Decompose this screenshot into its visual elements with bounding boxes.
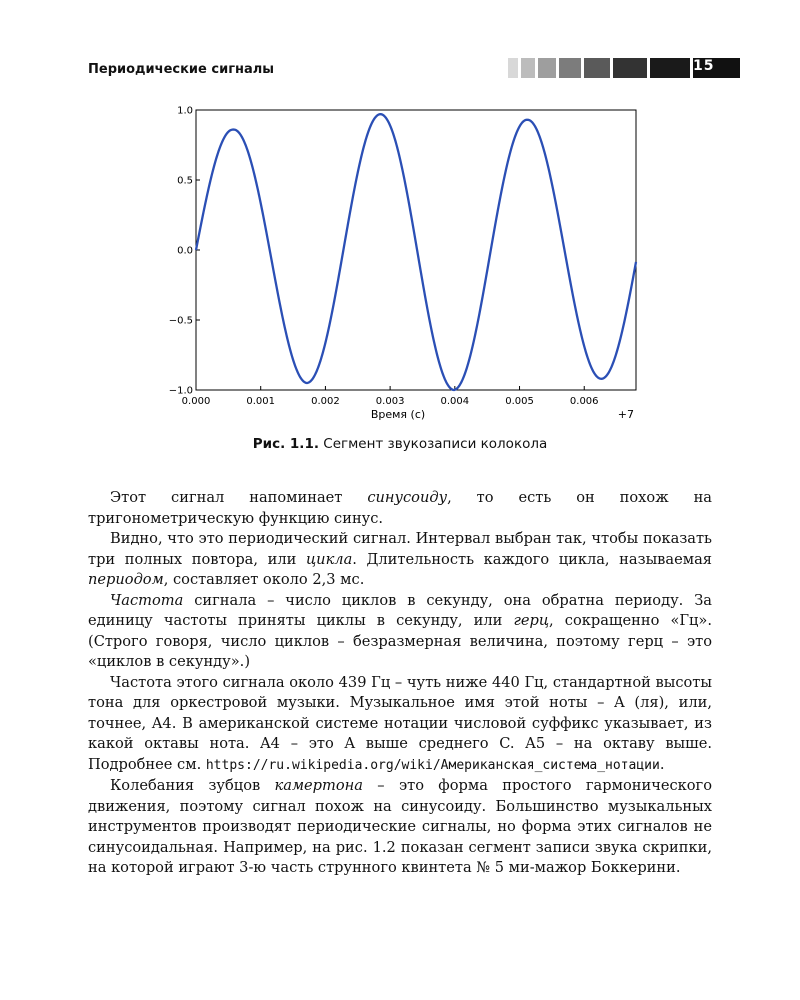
x-tick-label: 0.000 <box>181 396 211 407</box>
paragraph-4: Частота этого сигнала около 439 Гц – чуть ниже 440 Гц, стандартной высоты тона для оркестровой музыки. Музыкальное имя этой ноты – A (ля), или, точнее, A4. В американской системе нотации числовой суффикс указывает, из какой октавы нота. A4 – это A выше среднего C. A5 – на октаву выше. Подробнее см. https://ru.wikipedia.org/wiki/Американская_система_нотации. <box>88 673 712 773</box>
figure-1-1 <box>160 100 640 430</box>
y-tick-label: 0.5 <box>177 175 193 187</box>
x-tick-label: 0.006 <box>569 396 599 407</box>
y-tick-label: 0.0 <box>177 245 193 257</box>
x-offset-label: +7 <box>617 408 634 421</box>
x-tick-label: 0.001 <box>246 396 276 407</box>
x-tick-label: 0.005 <box>505 396 534 407</box>
paragraph-2: Видно, что это периодический сигнал. Интервал выбран так, чтобы показать три полных повтора, или цикла. Длительность каждого цикла, называемая периодом, составляет около 2,3 мс. <box>88 530 712 588</box>
caption-label: Рис. 1.1. <box>252 436 319 452</box>
paragraph-5: Колебания зубцов камертона – это форма простого гармонического движения, поэтому сигнал похож на синусоиду. Большинство музыкальных инструментов производят периодические сигналы, но форма этих сигналов не синусоидальная. Например, на рис. 1.2 показан сегмент записи звука скрипки, на которой играют 3-ю часть струнного квинтета № 5 ми-мажор Боккерини. <box>88 777 712 876</box>
wiki-link[interactable]: https://ru.wikipedia.org/wiki/Американская_система_нотации <box>205 757 660 773</box>
y-tick-label: −1.0 <box>168 385 193 397</box>
y-tick-label: −0.5 <box>168 315 193 327</box>
running-head-title: Периодические сигналы <box>88 62 275 77</box>
chart-sine-signal <box>160 100 640 430</box>
caption-text: Сегмент звукозаписи колокола <box>323 436 548 452</box>
y-tick-label: 1.0 <box>177 105 193 117</box>
body-text <box>88 488 712 879</box>
x-tick-label: 0.003 <box>375 396 405 407</box>
series-line-signal <box>196 114 636 390</box>
paragraph-1: Этот сигнал напоминает синусоиду, то есть он похож на тригонометрическую функцию синус. <box>88 489 712 527</box>
figure-caption <box>0 436 800 452</box>
x-tick-label: 0.004 <box>440 396 470 407</box>
x-axis-label: Время (с) <box>370 408 426 421</box>
paragraph-3: Частота сигнала – число циклов в секунду, она обратна периоду. За единицу частоты приняты циклы в секунду, или герц, сокращенно «Гц». (Строго говоря, число циклов – безразмерная величина, поэтому герц – это «циклов в секунду».) <box>88 591 713 670</box>
header-decorative-bar <box>508 58 740 78</box>
page-number: 15 <box>693 58 740 78</box>
x-tick-label: 0.002 <box>311 396 340 407</box>
